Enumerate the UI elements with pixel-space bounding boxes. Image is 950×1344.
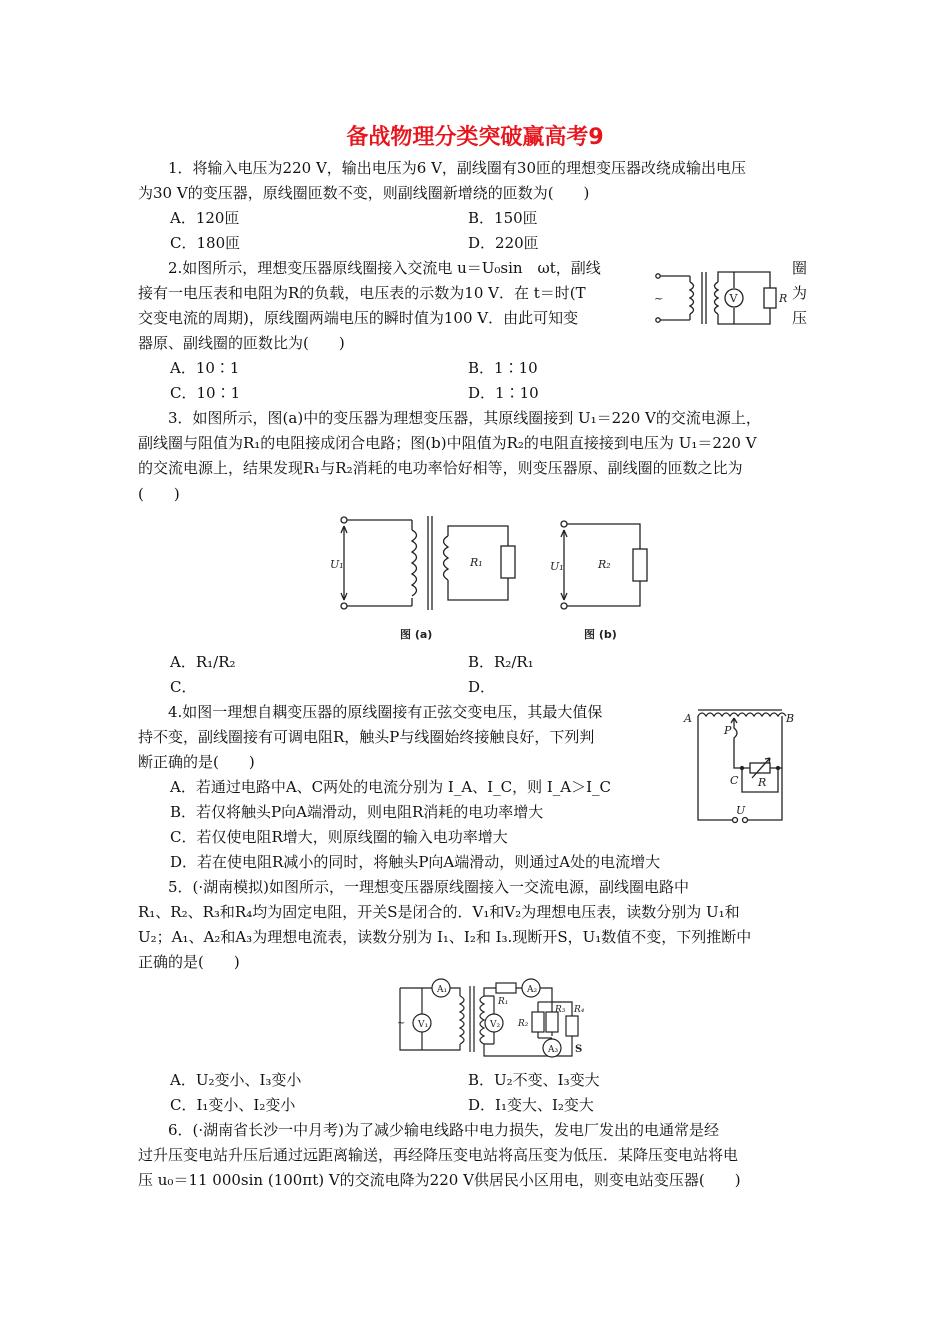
q2-line: 器原、副线圈的匝数比为( ) [138, 334, 345, 352]
q2-line: 接有一电压表和电阻为R的负载，电压表的示数为10 V．在 t＝时(T [138, 284, 586, 302]
q2-transformer-figure [650, 262, 790, 334]
q3-option-c: C． [170, 678, 197, 696]
q2-resistor-label: R [779, 292, 788, 305]
q1-option-a: A．120匝 [170, 209, 240, 227]
q3-caption-a: 图 (a) [400, 628, 433, 641]
q5-line: U₂；A₁、A₂和A₃为理想电流表，读数分别为 I₁、I₂和 I₃.现断开S，U₁数值不变，下列推断中 [138, 928, 752, 946]
page-title: 备战物理分类突破赢高考9 [346, 125, 604, 150]
q2-side-text: 压 [792, 309, 808, 327]
q3-fig-a-r1-label: R₁ [470, 556, 483, 569]
q2-side-text: 为 [792, 284, 808, 302]
q5-line: R₁、R₂、R₃和R₄均为固定电阻，开关S是闭合的．V₁和V₂为理想电压表，读数分别为 U₁和 [138, 903, 740, 921]
q6-line: 压 u₀＝11 000sin (100πt) V的交流电降为220 V供居民小区用电，则变电站变压器( ) [138, 1171, 741, 1189]
q3-line: 副线圈与阻值为R₁的电阻接成闭合电路；图(b)中阻值为R₂的电阻直接接到电压为 U₁＝220 V [138, 434, 757, 452]
q6-line: 6．(·湖南省长沙一中月考)为了减少输电线路中电力损失，发电厂发出的电通常是经 [168, 1121, 720, 1139]
q5-ammeter-a1: A₁ [437, 985, 448, 995]
q5-circuit-figure [392, 976, 592, 1062]
q5-line: 5．(·湖南模拟)如图所示，一理想变压器原线圈接入一交流电源，副线圈电路中 [168, 878, 690, 896]
q4-label-u: U [736, 804, 746, 817]
q3-circuit-figure [330, 508, 660, 648]
q5-resistor-r3: R₃ [555, 1005, 566, 1015]
q5-voltmeter-v2: V₂ [490, 1020, 501, 1030]
q3-option-b: B．R₂/R₁ [468, 653, 534, 671]
q2-option-d: D．1∶10 [468, 384, 539, 402]
q3-option-a: A．R₁/R₂ [170, 653, 236, 671]
q4-option-a: A．若通过电路中A、C两处的电流分别为 I_A、I_C，则 I_A＞I_C [170, 778, 612, 796]
svg-text:~: ~ [654, 292, 664, 305]
q2-option-a: A．10∶1 [170, 359, 240, 377]
q5-resistor-r2: R₂ [518, 1019, 529, 1029]
q4-label-p: P [724, 724, 732, 737]
q5-option-b: B．U₂不变、I₃变大 [468, 1071, 600, 1089]
q1-line: 为30 V的变压器，原线圈匝数不变，则副线圈新增绕的匝数为( ) [138, 184, 590, 202]
q4-autotransformer-figure [682, 702, 802, 832]
q2-voltmeter-label: V [729, 292, 738, 305]
q2-side-text: 圈 [792, 259, 808, 277]
q1-option-c: C．180匝 [170, 234, 241, 252]
q5-resistor-r1: R₁ [498, 997, 509, 1007]
q5-option-a: A．U₂变小、I₃变小 [170, 1071, 302, 1089]
q1-option-d: D．220匝 [468, 234, 539, 252]
q5-option-c: C．I₁变小、I₂变小 [170, 1096, 296, 1114]
q1-option-b: B．150匝 [468, 209, 538, 227]
q2-option-c: C．10∶1 [170, 384, 241, 402]
q4-line: 4.如图一理想自耦变压器的原线圈接有正弦交变电压，其最大值保 [168, 703, 603, 721]
q4-label-a: A [684, 712, 692, 725]
q4-label-r: R [758, 776, 767, 789]
q3-line: ( ) [138, 485, 180, 503]
q2-line: 2.如图所示，理想变压器原线圈接入交流电 u＝U₀sin ωt，副线 [168, 259, 601, 277]
q4-option-d: D．若在使电阻R减小的同时，将触头P向A端滑动，则通过A处的电流增大 [170, 853, 661, 871]
q4-label-c: C [730, 774, 739, 787]
q2-line: 交变电流的周期)，原线圈两端电压的瞬时值为100 V．由此可知变 [138, 309, 579, 327]
q4-option-b: B．若仅将触头P向A端滑动，则电阻R消耗的电功率增大 [170, 803, 544, 821]
q5-ammeter-a2: A₂ [527, 985, 538, 995]
q4-line: 断正确的是( ) [138, 753, 255, 771]
q6-line: 过升压变电站升压后通过远距离输送，再经降压变电站将高压变为低压．某降压变电站将电 [138, 1146, 739, 1164]
q3-fig-b-r2-label: R₂ [598, 558, 611, 571]
q2-option-b: B．1∶10 [468, 359, 538, 377]
q3-caption-b: 图 (b) [584, 628, 617, 641]
q3-line: 的交流电源上，结果发现R₁与R₂消耗的电功率恰好相等，则变压器原、副线圈的匝数之比为 [138, 459, 743, 477]
q5-voltmeter-v1: V₁ [418, 1020, 429, 1030]
q5-switch-s: S [575, 1044, 583, 1055]
q4-option-c: C．若仅使电阻R增大，则原线圈的输入电功率增大 [170, 828, 508, 846]
q5-ammeter-a3: A₃ [548, 1045, 559, 1055]
q5-line: 正确的是( ) [138, 953, 240, 971]
q3-fig-b-u1-label: U₁ [550, 560, 564, 573]
q1-line: 1．将输入电压为220 V，输出电压为6 V，副线圈有30匝的理想变压器改绕成输出电压 [168, 159, 747, 177]
svg-text:~: ~ [397, 1018, 406, 1029]
q3-fig-a-u1-label: U₁ [330, 558, 344, 571]
q3-option-d: D． [468, 678, 496, 696]
q5-resistor-r4: R₄ [574, 1005, 585, 1015]
q4-label-b: B [786, 712, 795, 725]
q3-line: 3．如图所示，图(a)中的变压器为理想变压器，其原线圈接到 U₁＝220 V的交流电源上， [168, 409, 761, 427]
q4-line: 持不变，副线圈接有可调电阻R，触头P与线圈始终接触良好，下列判 [138, 728, 595, 746]
q5-option-d: D．I₁变大、I₂变大 [468, 1096, 594, 1114]
